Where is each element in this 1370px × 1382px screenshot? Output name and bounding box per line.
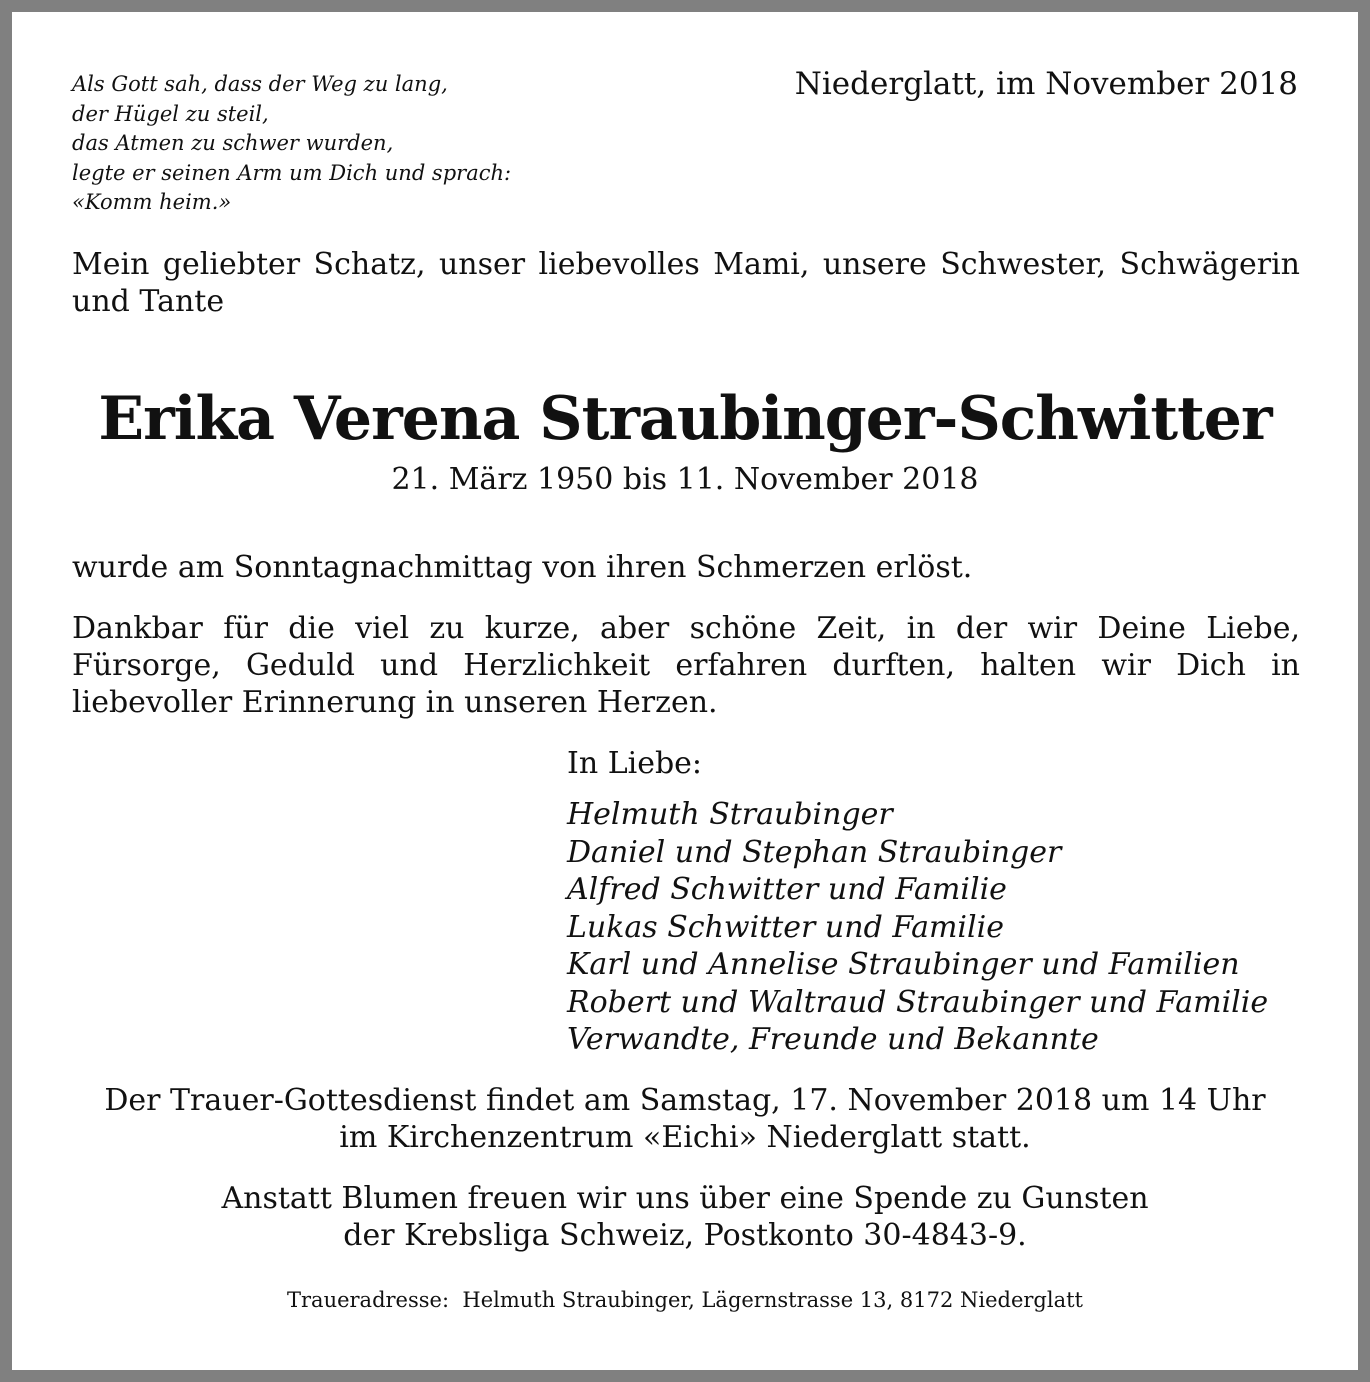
mourner-name: Robert und Waltraud Straubinger und Familie	[567, 984, 1269, 1020]
mourner-name: Daniel und Stephan Straubinger	[567, 834, 1062, 870]
poem-line: legte er seinen Arm um Dich und sprach:	[72, 160, 512, 185]
poem-line: das Atmen zu schwer wurden,	[72, 131, 394, 155]
service-info	[12, 1082, 1358, 1156]
intro-text: Mein geliebter Schatz, unser liebevolles Mami, unsere Schwester, Schwägerin und Tante	[72, 247, 1300, 319]
gratitude-text: Dankbar für die viel zu kurze, aber schöne Zeit, in der wir Deine Liebe, Fürsorge, Geduld und Herzlichkeit erfahren durften, halten wir Dich in liebevoller Erinnerung in unseren Herzen.	[72, 611, 1300, 720]
mourner-name: Karl und Annelise Straubinger und Familien	[567, 947, 1240, 982]
released-text: wurde am Sonntagnachmittag von ihren Schmerzen erlöst.	[72, 550, 973, 585]
mourner-name: Lukas Schwitter und Familie	[567, 909, 1004, 945]
service-line: im Kirchenzentrum «Eichi» Niederglatt statt.	[339, 1120, 1031, 1155]
mourner-name: Verwandte, Freunde und Bekannte	[567, 1022, 1099, 1057]
mourners-heading: In Liebe:	[567, 746, 703, 781]
deceased-name: Erika Verena Straubinger-Schwitter	[98, 384, 1272, 454]
donation-line: der Krebsliga Schweiz, Postkonto 30-4843-9.	[343, 1218, 1027, 1253]
service-line: Der Trauer-Gottesdienst findet am Samstag, 17. November 2018 um 14 Uhr	[104, 1083, 1266, 1118]
poem-line: Als Gott sah, dass der Weg zu lang,	[72, 72, 448, 96]
poem-line: der Hügel zu steil,	[72, 101, 269, 126]
poem-line: «Komm heim.»	[72, 190, 232, 214]
donation-line: Anstatt Blumen freuen wir uns über eine Spende zu Gunsten	[221, 1181, 1149, 1216]
poem	[72, 70, 592, 218]
lifespan-dates: 21. März 1950 bis 11. November 2018	[391, 462, 979, 497]
mourners-list	[567, 796, 1268, 1059]
mourning-address: Traueradresse: Helmuth Straubinger, Lägernstrasse 13, 8172 Niederglatt	[287, 1288, 1083, 1312]
donation-info	[12, 1180, 1358, 1254]
mourner-name: Alfred Schwitter und Familie	[567, 872, 1007, 907]
obituary-notice	[12, 12, 1358, 1370]
mourner-name: Helmuth Straubinger	[567, 797, 893, 832]
place-date: Niederglatt, im November 2018	[794, 66, 1298, 102]
